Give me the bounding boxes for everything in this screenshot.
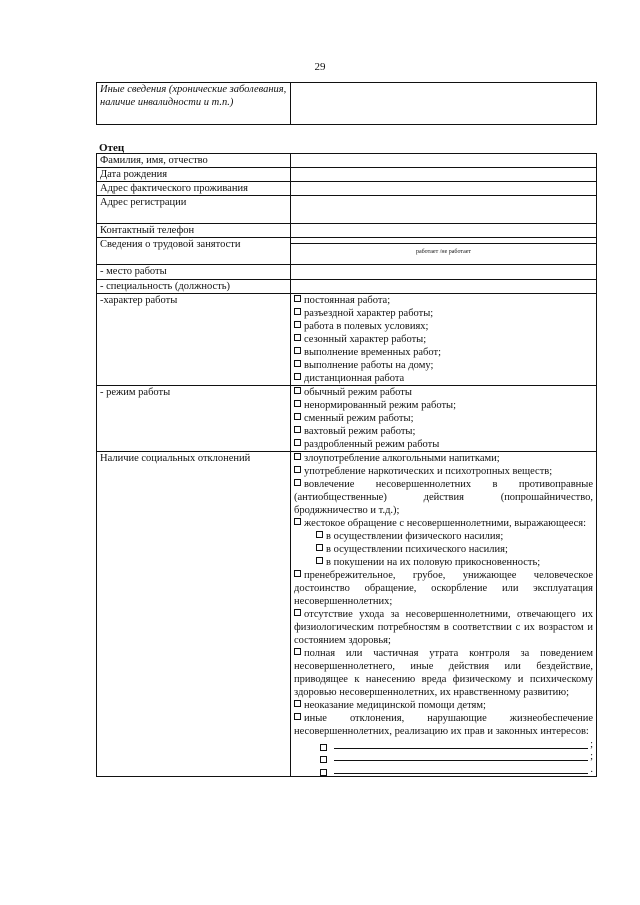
social-deviations-label: Наличие социальных отклонений <box>97 452 291 777</box>
checkbox-icon[interactable] <box>294 360 301 367</box>
father-section-title: Отец <box>99 142 125 154</box>
option-sexual-abuse[interactable]: в покушении на их половую прикосновенность; <box>294 556 593 569</box>
other-deviation-line-2[interactable]: ; <box>294 751 593 764</box>
checkbox-icon[interactable] <box>320 744 327 751</box>
checkbox-icon[interactable] <box>294 648 301 655</box>
checkbox-icon[interactable] <box>294 713 301 720</box>
employment-line <box>291 238 596 244</box>
work-schedule-options <box>291 386 597 452</box>
checkbox-icon[interactable] <box>316 544 323 551</box>
checkbox-icon[interactable] <box>294 426 301 433</box>
registration-address-field[interactable] <box>291 196 597 224</box>
other-deviation-line-3[interactable]: . <box>294 763 593 776</box>
checkbox-icon[interactable] <box>294 609 301 616</box>
checkbox-icon[interactable] <box>294 700 301 707</box>
other-info-field[interactable] <box>291 83 597 125</box>
workplace-field[interactable] <box>291 265 597 280</box>
social-deviations-options <box>291 452 597 777</box>
checkbox-icon[interactable] <box>294 570 301 577</box>
checkbox-icon[interactable] <box>294 295 301 302</box>
option-normal-schedule[interactable]: обычный режим работы <box>294 386 593 399</box>
option-psychological-violence[interactable]: в осуществлении психического насилия; <box>294 543 593 556</box>
phone-field[interactable] <box>291 224 597 238</box>
full-name-label: Фамилия, имя, отчество <box>97 154 291 168</box>
checkbox-icon[interactable] <box>320 769 327 776</box>
option-traveling[interactable]: разъездной характер работы; <box>294 307 593 320</box>
checkbox-icon[interactable] <box>294 308 301 315</box>
option-loss-control[interactable]: полная или частичная утрата контроля за поведением несовершеннолетнего, иные действия или бездействие, приводящее к нанесению вреда физическому и психическому здоровью несовершеннолетних, их нравственному развитию; <box>294 648 593 698</box>
option-temporary[interactable]: выполнение временных работ; <box>294 346 593 359</box>
checkbox-icon[interactable] <box>294 373 301 380</box>
option-home[interactable]: выполнение работы на дому; <box>294 359 593 372</box>
actual-address-label: Адрес фактического проживания <box>97 182 291 196</box>
option-drugs[interactable]: употребление наркотических и психотропных веществ; <box>294 465 593 478</box>
employment-field[interactable] <box>291 238 597 265</box>
father-table <box>96 153 597 777</box>
checkbox-icon[interactable] <box>294 466 301 473</box>
option-cruelty[interactable]: жестокое обращение с несовершеннолетними, выражающееся: <box>294 517 593 530</box>
registration-address-label: Адрес регистрации <box>97 196 291 224</box>
option-no-medical-care[interactable]: неоказание медицинской помощи детям; <box>294 699 593 712</box>
work-nature-label: -характер работы <box>97 294 291 386</box>
employment-label: Сведения о трудовой занятости <box>97 238 291 265</box>
specialty-field[interactable] <box>291 280 597 294</box>
birth-date-label: Дата рождения <box>97 168 291 182</box>
other-deviation-line-1[interactable]: ; <box>294 738 593 751</box>
employment-hint: работает /не работает <box>415 249 472 255</box>
checkbox-icon[interactable] <box>294 387 301 394</box>
option-seasonal[interactable]: сезонный характер работы; <box>294 333 593 346</box>
checkbox-icon[interactable] <box>294 334 301 341</box>
checkbox-icon[interactable] <box>294 439 301 446</box>
checkbox-icon[interactable] <box>294 347 301 354</box>
blank-line[interactable] <box>334 773 588 774</box>
work-nature-options <box>291 294 597 386</box>
checkbox-icon[interactable] <box>294 321 301 328</box>
actual-address-field[interactable] <box>291 182 597 196</box>
full-name-field[interactable] <box>291 154 597 168</box>
option-no-care[interactable]: отсутствие ухода за несовершеннолетними, отвечающего их физиологическим потребностям в соответствии с их возрастом и состоянием здоровья; <box>294 609 593 646</box>
option-physical-violence[interactable]: в осуществлении физического насилия; <box>294 530 593 543</box>
checkbox-icon[interactable] <box>294 453 301 460</box>
option-irregular-schedule[interactable]: ненормированный режим работы; <box>294 399 593 412</box>
other-info-label: Иные сведения (хронические заболевания, наличие инвалидности и т.п.) <box>97 83 291 125</box>
checkbox-icon[interactable] <box>294 400 301 407</box>
checkbox-icon[interactable] <box>294 479 301 486</box>
phone-label: Контактный телефон <box>97 224 291 238</box>
blank-line[interactable] <box>334 760 588 761</box>
checkbox-icon[interactable] <box>294 413 301 420</box>
checkbox-icon[interactable] <box>320 756 327 763</box>
workplace-label: - место работы <box>97 265 291 280</box>
option-split-schedule[interactable]: раздробленный режим работы <box>294 438 593 451</box>
work-schedule-label: - режим работы <box>97 386 291 452</box>
checkbox-icon[interactable] <box>316 557 323 564</box>
option-shift-schedule[interactable]: сменный режим работы; <box>294 412 593 425</box>
option-rotation-schedule[interactable]: вахтовый режим работы; <box>294 425 593 438</box>
page-number: 29 <box>314 61 326 73</box>
option-neglect[interactable]: пренебрежительное, грубое, унижающее человеческое достоинство обращение, оскорбление или эксплуатация несовершеннолетних; <box>294 570 593 607</box>
birth-date-field[interactable] <box>291 168 597 182</box>
option-involvement[interactable]: вовлечение несовершеннолетних в противоправные (антиобщественные) действия (попрошайничество, бродяжничество и т.д.); <box>294 479 593 516</box>
option-permanent[interactable]: постоянная работа; <box>294 294 593 307</box>
other-info-table <box>96 82 597 125</box>
option-remote[interactable]: дистанционная работа <box>294 372 593 385</box>
specialty-label: - специальность (должность) <box>97 280 291 294</box>
blank-line[interactable] <box>334 748 588 749</box>
checkbox-icon[interactable] <box>294 518 301 525</box>
option-alcohol[interactable]: злоупотребление алкогольными напитками; <box>294 452 593 465</box>
option-other-deviations[interactable]: иные отклонения, нарушающие жизнеобеспечение несовершеннолетних, реализацию их прав и законных интересов: <box>294 713 593 737</box>
checkbox-icon[interactable] <box>316 531 323 538</box>
option-field-work[interactable]: работа в полевых условиях; <box>294 320 593 333</box>
